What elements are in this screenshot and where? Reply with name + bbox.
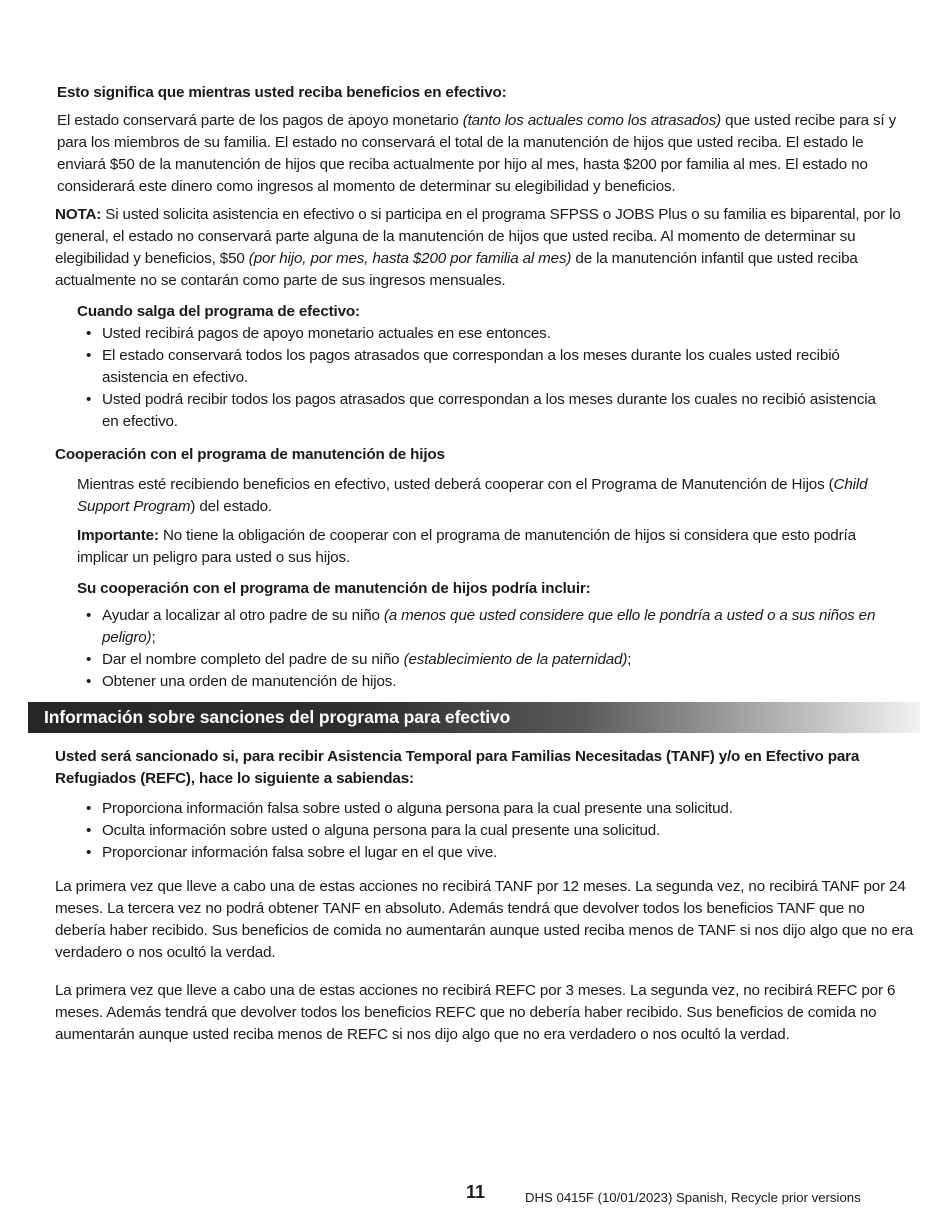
cash-benefits-paragraph: El estado conservará parte de los pagos de apoyo monetario (tanto los actuales como los atrasados) que usted recibe para sí y para los miembros de su familia. El estado no conservará el total de la manutención de hijos que usted reciba. El estado le enviará $50 de la manutención de hijos que reciba actualmente por hijo al mes, hasta $200 por familia al mes. El estado no considerará este dinero como ingresos al momento de determinar su elegibilidad y beneficios. xyxy=(57,112,897,195)
list-item: • Ayudar a localizar al otro padre de su niño (a menos que usted considere que ello le pondría a usted o a sus niños en peligro); xyxy=(86,607,876,646)
importante-label: Importante: xyxy=(77,527,159,544)
list-item: • Proporciona información falsa sobre usted o alguna persona para la cual presente una solicitud. xyxy=(86,800,733,817)
cooperation-list xyxy=(77,605,889,693)
sanctions-heading: Usted será sancionado si, para recibir Asistencia Temporal para Familias Necesitadas (TANF) y/o en Efectivo para Refugiados (REFC), hace lo siguiente a sabiendas: xyxy=(55,748,860,787)
list-item: • Proporcionar información falsa sobre el lugar en el que vive. xyxy=(86,844,498,861)
page-number: 11 xyxy=(466,1182,486,1202)
list-item: • Obtener una orden de manutención de hijos. xyxy=(86,673,397,690)
form-identifier: DHS 0415F (10/01/2023) Spanish, Recycle prior versions xyxy=(525,1190,861,1205)
sanctions-list xyxy=(77,798,889,864)
list-item: • Dar el nombre completo del padre de su niño (establecimiento de la paternidad); xyxy=(86,651,632,668)
importante-paragraph: Importante: No tiene la obligación de cooperar con el programa de manutención de hijos si considera que esto podría implicar un peligro para usted o sus hijos. xyxy=(77,527,856,566)
list-item: • Usted podrá recibir todos los pagos atrasados que correspondan a los meses durante los cuales no recibió asistencia en efectivo. xyxy=(86,391,876,430)
list-item: • Usted recibirá pagos de apoyo monetario actuales en ese entonces. xyxy=(86,325,551,342)
list-item: • El estado conservará todos los pagos atrasados que correspondan a los meses durante los cuales usted recibió asistencia en efectivo. xyxy=(86,347,840,386)
sanctions-section-title: Información sobre sanciones del programa para efectivo xyxy=(44,707,511,727)
cooperation-paragraph: Mientras esté recibiendo beneficios en efectivo, usted deberá cooperar con el Programa de Manutención de Hijos (Child Support Program) del estado. xyxy=(77,476,868,515)
nota-label: NOTA: xyxy=(55,206,102,223)
tanf-sanctions-paragraph: La primera vez que lleve a cabo una de estas acciones no recibirá TANF por 12 meses. La segunda vez, no recibirá TANF por 24 meses. La tercera vez no podrá obtener TANF en absoluto. Además tendrá que devolver todos los beneficios TANF que no debería haber recibido. Sus beneficios de comida no aumentarán aunque usted reciba menos de TANF si nos dijo algo que no era verdadero o nos ocultó la verdad. xyxy=(55,878,914,961)
nota-paragraph: NOTA: Si usted solicita asistencia en efectivo o si participa en el programa SFPSS o JOBS Plus o su familia es biparental, por lo general, el estado no conservará parte alguna de la manutención de hijos que usted reciba. Al momento de determinar su elegibilidad y beneficios, $50 (por hijo, por mes, hasta $200 por familia al mes) de la manutención infantil que usted reciba actualmente no se contarán como parte de sus ingresos mensuales. xyxy=(55,206,901,289)
leave-program-list xyxy=(77,323,887,433)
list-item: • Oculta información sobre usted o alguna persona para la cual presente una solicitud. xyxy=(86,822,661,839)
sanctions-section-banner xyxy=(28,702,920,733)
leave-program-heading: Cuando salga del programa de efectivo: xyxy=(77,303,360,320)
cooperation-includes-heading: Su cooperación con el programa de manutención de hijos podría incluir: xyxy=(77,580,591,597)
cooperation-heading: Cooperación con el programa de manutención de hijos xyxy=(55,446,445,463)
cash-benefits-heading: Esto significa que mientras usted reciba beneficios en efectivo: xyxy=(57,84,507,101)
refc-sanctions-paragraph: La primera vez que lleve a cabo una de estas acciones no recibirá REFC por 3 meses. La segunda vez, no recibirá REFC por 6 meses. Además tendrá que devolver todos los beneficios REFC que no debería haber recibido. Sus beneficios de comida no aumentarán aunque usted reciba menos de REFC si nos dijo algo que no era verdadero o nos ocultó la verdad. xyxy=(55,982,896,1043)
